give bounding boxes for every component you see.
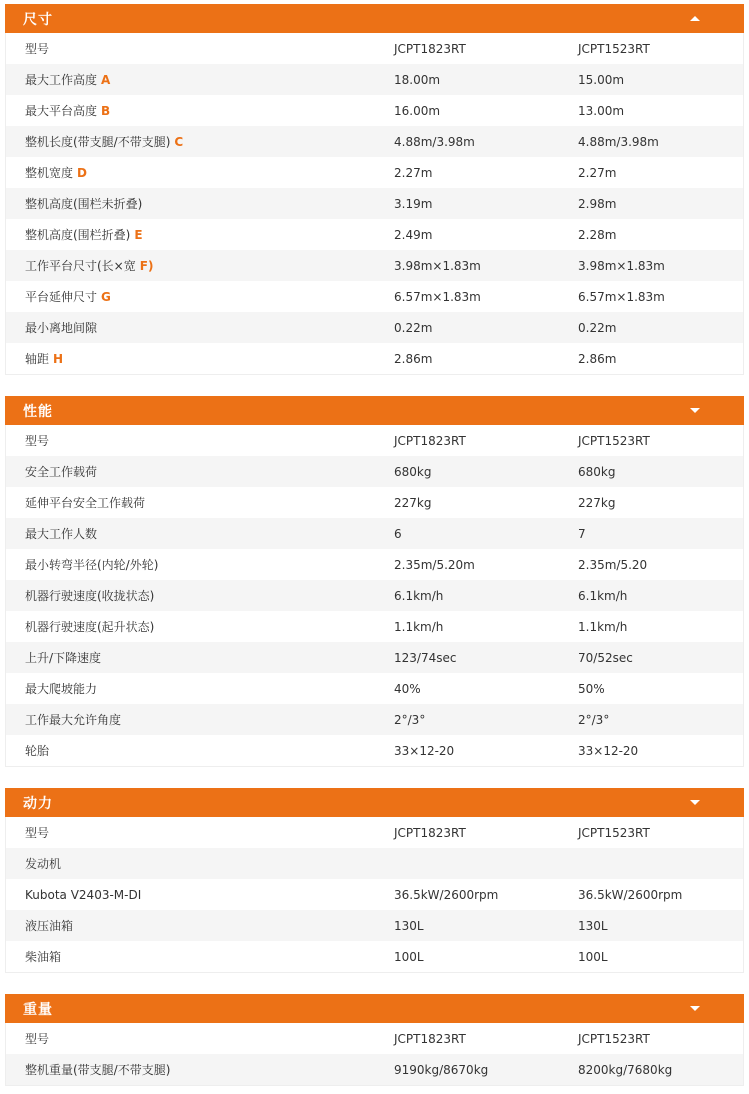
spec-value-model-1: JCPT1823RT — [394, 825, 466, 840]
spec-row — [6, 250, 743, 281]
spec-row — [6, 425, 743, 456]
spec-row — [6, 817, 743, 848]
spec-label-cell — [6, 71, 394, 88]
dimension-letter: B — [101, 104, 111, 118]
spec-label-cell — [6, 226, 394, 243]
spec-row — [6, 879, 743, 910]
spec-value-model-2: 8200kg/7680kg — [578, 1062, 673, 1077]
spec-label: 液压油箱 — [25, 919, 74, 933]
spec-value-model-2: 6.57m×1.83m — [578, 289, 665, 304]
spec-row — [6, 95, 743, 126]
spec-row — [6, 312, 743, 343]
section-title: 重量 — [23, 1001, 53, 1018]
spec-value-model-1: 1.1km/h — [394, 619, 444, 634]
spec-label: 延伸平台安全工作载荷 — [25, 496, 146, 510]
spec-row — [6, 611, 743, 642]
spec-label: 轴距 — [25, 352, 50, 366]
collapse-arrow-icon[interactable] — [690, 16, 700, 21]
section-header[interactable] — [5, 788, 744, 817]
spec-value-model-2: 50% — [578, 681, 605, 696]
spec-label: 型号 — [25, 1032, 50, 1046]
spec-label: 机器行驶速度(起升状态) — [25, 620, 155, 634]
spec-label-cell — [6, 288, 394, 305]
spec-label: 整机高度(围栏未折叠) — [25, 197, 143, 211]
spec-value-model-2: 2.86m — [578, 351, 617, 366]
spec-row — [6, 941, 743, 972]
spec-value-model-1: 130L — [394, 918, 424, 933]
spec-row — [6, 33, 743, 64]
section-header[interactable] — [5, 4, 744, 33]
spec-row — [6, 518, 743, 549]
spec-value-model-2: 2.28m — [578, 227, 617, 242]
spec-value-model-1: 0.22m — [394, 320, 433, 335]
spec-label-cell — [6, 350, 394, 367]
spec-label: 整机重量(带支腿/不带支腿) — [25, 1063, 171, 1077]
spec-label-cell — [6, 102, 394, 119]
spec-label: 型号 — [25, 42, 50, 56]
spec-value-model-1: 227kg — [394, 495, 432, 510]
dimension-letter: H — [53, 352, 64, 366]
spec-row — [6, 848, 743, 879]
spec-row — [6, 343, 743, 374]
spec-value-model-2: JCPT1523RT — [578, 433, 650, 448]
spec-label: 最大平台高度 — [25, 104, 98, 118]
spec-row — [6, 456, 743, 487]
spec-label-cell — [6, 463, 394, 480]
spec-value-model-1: 9190kg/8670kg — [394, 1062, 489, 1077]
spec-value-model-1: 6.57m×1.83m — [394, 289, 481, 304]
spec-value-model-2: 4.88m/3.98m — [578, 134, 659, 149]
spec-section — [5, 396, 744, 767]
spec-value-model-2: JCPT1523RT — [578, 825, 650, 840]
spec-label-cell — [6, 855, 394, 872]
spec-section — [5, 788, 744, 973]
spec-row — [6, 1054, 743, 1085]
spec-label-cell — [6, 494, 394, 511]
spec-value-model-1: 2.27m — [394, 165, 433, 180]
spec-label: 最小转弯半径(内轮/外轮) — [25, 558, 159, 572]
spec-value-model-2: 6.1km/h — [578, 588, 628, 603]
spec-label: 工作最大允许角度 — [25, 713, 122, 727]
spec-label-cell — [6, 587, 394, 604]
spec-value-model-1: 123/74sec — [394, 650, 457, 665]
spec-label-cell — [6, 319, 394, 336]
spec-label: 最大爬坡能力 — [25, 682, 98, 696]
spec-label: 轮胎 — [25, 744, 50, 758]
spec-value-model-2: JCPT1523RT — [578, 41, 650, 56]
spec-value-model-2: 227kg — [578, 495, 616, 510]
spec-value-model-2: 2.98m — [578, 196, 617, 211]
dimension-letter: E — [134, 228, 143, 242]
spec-label: 发动机 — [25, 857, 62, 871]
spec-value-model-2: 100L — [578, 949, 608, 964]
spec-row — [6, 549, 743, 580]
spec-label-cell — [6, 742, 394, 759]
spec-label: 安全工作载荷 — [25, 465, 98, 479]
spec-value-model-1: 3.98m×1.83m — [394, 258, 481, 273]
spec-row — [6, 126, 743, 157]
spec-value-model-2: 1.1km/h — [578, 619, 628, 634]
spec-row — [6, 157, 743, 188]
spec-row — [6, 673, 743, 704]
spec-label: 柴油箱 — [25, 950, 62, 964]
spec-value-model-1: 2°/3° — [394, 712, 426, 727]
section-header[interactable] — [5, 396, 744, 425]
spec-label: 最小离地间隙 — [25, 321, 98, 335]
spec-value-model-1: 6 — [394, 526, 402, 541]
spec-label: 型号 — [25, 826, 50, 840]
spec-value-model-1: 100L — [394, 949, 424, 964]
spec-label: 最大工作人数 — [25, 527, 98, 541]
spec-label-cell — [6, 525, 394, 542]
spec-section — [5, 4, 744, 375]
dimension-letter: A — [101, 73, 111, 87]
spec-label: 平台延伸尺寸 — [25, 290, 98, 304]
section-header[interactable] — [5, 994, 744, 1023]
spec-label-cell — [6, 40, 394, 57]
spec-row — [6, 1023, 743, 1054]
spec-label-cell — [6, 257, 394, 274]
dimension-letter: F) — [139, 259, 154, 273]
spec-value-model-2: 2.27m — [578, 165, 617, 180]
spec-value-model-1: 2.86m — [394, 351, 433, 366]
section-title: 尺寸 — [23, 11, 53, 28]
spec-label-cell — [6, 649, 394, 666]
spec-value-model-1: JCPT1823RT — [394, 433, 466, 448]
spec-value-model-1: 18.00m — [394, 72, 441, 87]
dimension-letter: G — [101, 290, 111, 304]
spec-value-model-2: 33×12-20 — [578, 743, 639, 758]
spec-label-cell — [6, 917, 394, 934]
spec-row — [6, 487, 743, 518]
spec-row — [6, 64, 743, 95]
spec-value-model-2: 70/52sec — [578, 650, 633, 665]
spec-value-model-1: 2.35m/5.20m — [394, 557, 475, 572]
spec-value-model-1: 2.49m — [394, 227, 433, 242]
spec-row — [6, 735, 743, 766]
spec-value-model-2: 3.98m×1.83m — [578, 258, 665, 273]
spec-label: 整机长度(带支腿/不带支腿) — [25, 135, 171, 149]
spec-label-cell — [6, 888, 394, 902]
spec-value-model-1: 36.5kW/2600rpm — [394, 887, 499, 902]
spec-value-model-2: 130L — [578, 918, 608, 933]
spec-value-model-2: 15.00m — [578, 72, 625, 87]
spec-label-cell — [6, 164, 394, 181]
spec-label-cell — [6, 618, 394, 635]
spec-label-cell — [6, 824, 394, 841]
spec-value-model-1: 6.1km/h — [394, 588, 444, 603]
spec-label: 整机宽度 — [25, 166, 74, 180]
spec-label-cell — [6, 133, 394, 150]
spec-section — [5, 994, 744, 1086]
spec-value-model-1: JCPT1823RT — [394, 1031, 466, 1046]
spec-value-model-2: 0.22m — [578, 320, 617, 335]
spec-label: Kubota V2403-M-DI — [25, 887, 142, 902]
expand-arrow-icon[interactable] — [690, 800, 700, 805]
spec-label: 最大工作高度 — [25, 73, 98, 87]
spec-label-cell — [6, 432, 394, 449]
spec-value-model-2: JCPT1523RT — [578, 1031, 650, 1046]
spec-table — [5, 817, 744, 973]
spec-label-cell — [6, 1030, 394, 1047]
section-title: 性能 — [23, 403, 53, 420]
spec-value-model-2: 36.5kW/2600rpm — [578, 887, 683, 902]
spec-value-model-1: JCPT1823RT — [394, 41, 466, 56]
spec-row — [6, 188, 743, 219]
spec-value-model-1: 16.00m — [394, 103, 441, 118]
spec-value-model-1: 33×12-20 — [394, 743, 455, 758]
spec-row — [6, 281, 743, 312]
spec-value-model-2: 2.35m/5.20 — [578, 557, 648, 572]
section-title: 动力 — [23, 795, 53, 812]
spec-table — [5, 33, 744, 375]
spec-label-cell — [6, 556, 394, 573]
spec-row — [6, 642, 743, 673]
spec-value-model-2: 7 — [578, 526, 586, 541]
spec-value-model-1: 3.19m — [394, 196, 433, 211]
spec-label: 型号 — [25, 434, 50, 448]
spec-table — [5, 1023, 744, 1086]
expand-arrow-icon[interactable] — [690, 408, 700, 413]
spec-value-model-1: 680kg — [394, 464, 432, 479]
spec-row — [6, 910, 743, 941]
spec-row — [6, 580, 743, 611]
expand-arrow-icon[interactable] — [690, 1006, 700, 1011]
spec-value-model-2: 680kg — [578, 464, 616, 479]
spec-label: 整机高度(围栏折叠) — [25, 228, 131, 242]
spec-label-cell — [6, 1061, 394, 1078]
spec-row — [6, 219, 743, 250]
spec-label: 工作平台尺寸(长×宽 — [25, 259, 136, 273]
spec-value-model-2: 2°/3° — [578, 712, 610, 727]
spec-label: 上升/下降速度 — [25, 651, 102, 665]
spec-label: 机器行驶速度(收拢状态) — [25, 589, 155, 603]
spec-table — [5, 425, 744, 767]
dimension-letter: D — [77, 166, 87, 180]
spec-label-cell — [6, 711, 394, 728]
dimension-letter: C — [174, 135, 184, 149]
spec-row — [6, 704, 743, 735]
spec-label-cell — [6, 680, 394, 697]
spec-value-model-1: 4.88m/3.98m — [394, 134, 475, 149]
spec-value-model-2: 13.00m — [578, 103, 625, 118]
spec-label-cell — [6, 195, 394, 212]
spec-value-model-1: 40% — [394, 681, 421, 696]
spec-label-cell — [6, 948, 394, 965]
